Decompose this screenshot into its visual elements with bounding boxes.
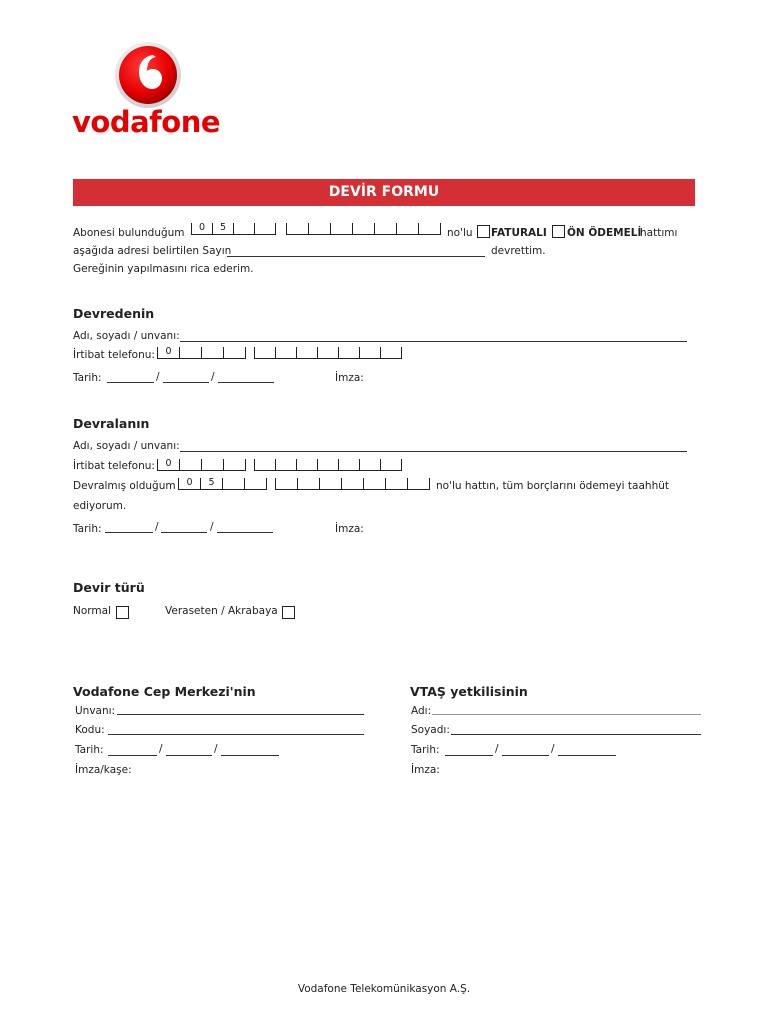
devralan-phone-number[interactable] <box>254 459 402 471</box>
date-separator: / <box>210 521 214 533</box>
intro-line3: Gereğinin yapılmasını rica ederim. <box>73 263 254 275</box>
date-separator: / <box>155 521 159 533</box>
vodafone-wordmark: vodafone <box>72 105 221 139</box>
devreden-heading: Devredenin <box>73 306 155 321</box>
commitment-text-2: ediyorum. <box>73 500 127 512</box>
date-separator: / <box>156 371 160 383</box>
cep-date-label: Tarih: <box>75 744 104 756</box>
intro-phone-number[interactable] <box>286 223 441 235</box>
vtas-date-label: Tarih: <box>411 744 440 756</box>
devreden-date-day[interactable] <box>107 382 154 383</box>
vtas-soyad-label: Soyadı: <box>411 724 450 736</box>
cep-kod-field[interactable] <box>108 734 364 735</box>
devralmis-phone-number[interactable] <box>275 478 430 490</box>
devralan-sign-label: İmza: <box>335 523 364 535</box>
devralan-date-month[interactable] <box>161 532 207 533</box>
faturali-label: FATURALI <box>491 227 547 239</box>
normal-checkbox[interactable] <box>116 606 129 619</box>
devralan-date-label: Tarih: <box>73 523 102 535</box>
devreden-date-label: Tarih: <box>73 372 102 384</box>
faturali-checkbox[interactable] <box>477 225 490 238</box>
devralan-phone-prefix[interactable]: 0 <box>157 459 246 471</box>
devralan-heading: Devralanın <box>73 416 150 431</box>
vtas-heading: VTAŞ yetkilisinin <box>410 684 528 699</box>
footer-company-name: Vodafone Telekomünikasyon A.Ş. <box>297 983 471 995</box>
devreden-date-year[interactable] <box>218 382 274 383</box>
intro-line2-label: aşağıda adresi belirtilen Sayın <box>73 245 232 257</box>
cep-date-month[interactable] <box>166 755 212 756</box>
vtas-soyad-field[interactable] <box>451 734 701 735</box>
on-odemeli-label: ÖN ÖDEMELİ <box>567 227 642 239</box>
digit-cell <box>255 223 276 235</box>
devralan-date-year[interactable] <box>217 532 273 533</box>
vodafone-speechmark-icon <box>112 42 184 108</box>
devir-turu-heading: Devir türü <box>73 580 145 595</box>
date-separator: / <box>214 743 218 755</box>
vodafone-logo <box>112 42 184 108</box>
intro-phone-prefix[interactable] <box>191 223 276 235</box>
cep-unvan-field[interactable] <box>117 714 364 715</box>
cep-date-day[interactable] <box>108 755 157 756</box>
commitment-text: no'lu hattın, tüm borçlarını ödemeyi taahhüt <box>436 480 669 492</box>
vtas-date-year[interactable] <box>558 755 616 756</box>
form-title-banner: DEVİR FORMU <box>73 179 695 206</box>
devralan-name-label: Adı, soyadı / unvanı: <box>73 440 180 452</box>
hattimi-text: hattımı <box>640 227 678 239</box>
veraseten-checkbox[interactable] <box>282 606 295 619</box>
on-odemeli-checkbox[interactable] <box>552 225 565 238</box>
devralan-name-field[interactable] <box>180 451 687 452</box>
vtas-ad-label: Adı: <box>411 705 432 717</box>
digit-cell: 5 <box>213 223 234 235</box>
digit-cell <box>234 223 255 235</box>
vtas-sign-label: İmza: <box>411 764 440 776</box>
no-lu-text: no'lu <box>447 227 473 239</box>
date-separator: / <box>551 743 555 755</box>
vtas-date-month[interactable] <box>502 755 549 756</box>
devreden-sign-label: İmza: <box>335 372 364 384</box>
cep-sign-label: İmza/kaşe: <box>75 764 132 776</box>
devreden-date-month[interactable] <box>163 382 209 383</box>
date-separator: / <box>211 371 215 383</box>
vtas-date-day[interactable] <box>445 755 493 756</box>
devreden-phone-label: İrtibat telefonu: <box>73 349 155 361</box>
devralan-phone-label: İrtibat telefonu: <box>73 460 155 472</box>
devreden-name-field[interactable] <box>180 341 687 342</box>
date-separator: / <box>495 743 499 755</box>
devralan-date-day[interactable] <box>105 532 153 533</box>
cep-kod-label: Kodu: <box>75 724 105 736</box>
veraseten-label: Veraseten / Akrabaya <box>165 605 278 617</box>
digit-cell: 0 <box>191 223 213 235</box>
vtas-ad-field[interactable] <box>432 714 701 715</box>
devreden-phone-number[interactable] <box>254 347 402 359</box>
intro-label: Abonesi bulunduğum <box>73 227 185 239</box>
recipient-name-field[interactable] <box>227 256 485 257</box>
devreden-phone-prefix[interactable]: 0 <box>157 347 246 359</box>
devralmis-phone-prefix[interactable]: 0 5 <box>178 478 267 490</box>
cep-merkezi-heading: Vodafone Cep Merkezi'nin <box>73 684 256 699</box>
cep-date-year[interactable] <box>221 755 279 756</box>
devrettim-text: devrettim. <box>491 245 546 257</box>
devreden-name-label: Adı, soyadı / unvanı: <box>73 330 180 342</box>
cep-unvan-label: Unvanı: <box>75 705 116 717</box>
devralmis-label: Devralmış olduğum <box>73 480 176 492</box>
date-separator: / <box>159 743 163 755</box>
normal-label: Normal <box>73 605 111 617</box>
